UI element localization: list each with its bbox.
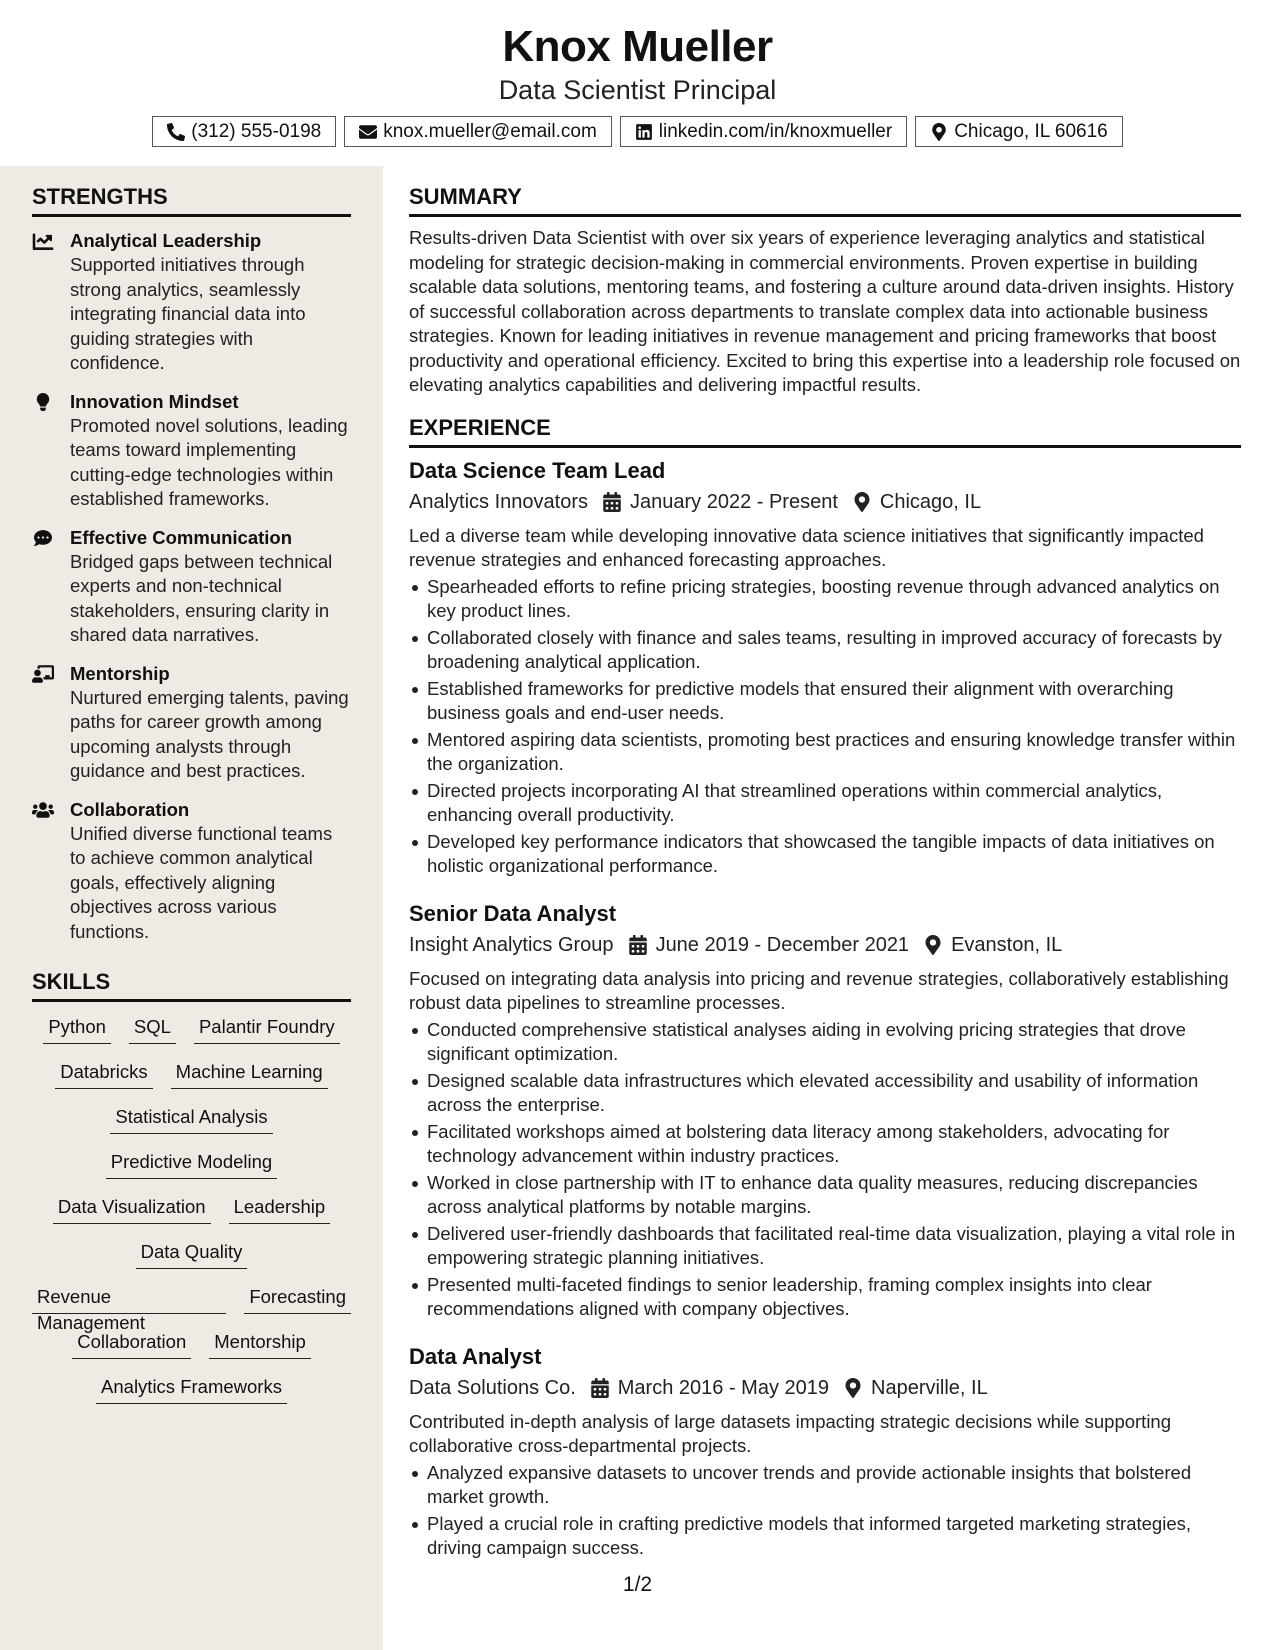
job-bullet: Conducted comprehensive statistical analyses aiding in evolving pricing strategies that drove significant optimization. xyxy=(409,1018,1241,1067)
skill-row xyxy=(32,1149,351,1194)
skill-row xyxy=(32,1239,351,1284)
job-bullet: Collaborated closely with finance and sales teams, resulting in improved accuracy of forecasts by broadening analytical application. xyxy=(409,626,1241,675)
company-name: Data Solutions Co. xyxy=(409,1376,576,1399)
location-text: Chicago, IL 60616 xyxy=(954,120,1108,142)
strength-item xyxy=(32,662,351,784)
strength-desc: Supported initiatives through strong analytics, seamlessly integrating financial data into guiding strategies with confidence. xyxy=(70,254,306,373)
strength-desc: Promoted novel solutions, leading teams toward implementing cutting-edge technologies within established frameworks. xyxy=(70,414,348,509)
experience-heading: EXPERIENCE xyxy=(409,414,1241,448)
job-bullet: Mentored aspiring data scientists, promoting best practices and ensuring knowledge transfer within the organization. xyxy=(409,728,1241,777)
skill-tag: Python xyxy=(43,1014,111,1044)
job-bullet: Worked in close partnership with IT to enhance data quality measures, reducing discrepancies across analytical platforms by notable margins. xyxy=(409,1171,1241,1220)
summary-text: Results-driven Data Scientist with over six years of experience leveraging analytics and statistical modeling for strategic decision-making in commercial environments. Proven expertise in building scalable data solutions, mentoring teams, and fostering a culture around data-driven insights. History of successful collaboration across departments to translate complex data into actionable business strategies. Known for leading initiatives in revenue management and pricing frameworks that boost productivity and operational efficiency. Excited to bring this expertise into a leadership role focused on elevating analytics capabilities and delivering impactful results. xyxy=(409,227,1241,395)
jobs-list xyxy=(409,456,1241,1561)
linkedin-icon xyxy=(635,123,653,141)
strengths-heading: STRENGTHS xyxy=(32,183,351,217)
skill-tag: Collaboration xyxy=(72,1329,191,1359)
job-bullet: Developed key performance indicators that showcased the tangible impacts of data initiatives on holistic organizational performance. xyxy=(409,830,1241,879)
job-title: Data Science Team Lead xyxy=(409,457,666,483)
map-pin-icon xyxy=(829,1378,871,1398)
phone-icon xyxy=(167,123,185,141)
job-description: Led a diverse team while developing innovative data science initiatives that significantly impacted revenue strategies and enhanced forecasting approaches. xyxy=(409,524,1204,570)
skill-row xyxy=(32,1059,351,1104)
job-bullet: Designed scalable data infrastructures which elevated accessibility and usability of information across the enterprise. xyxy=(409,1069,1241,1118)
lightbulb-icon xyxy=(32,390,70,512)
skill-tag: Data Visualization xyxy=(53,1194,211,1224)
skill-row xyxy=(32,1329,351,1374)
resume-header xyxy=(0,0,1275,166)
skill-tag: Analytics Frameworks xyxy=(96,1374,287,1404)
map-pin-icon xyxy=(930,123,948,141)
skill-tag: Forecasting xyxy=(244,1284,351,1314)
skill-row xyxy=(32,1374,351,1419)
skill-tag: Revenue Management xyxy=(32,1284,226,1314)
comment-dots-icon xyxy=(32,526,70,648)
strengths-list xyxy=(32,229,351,944)
job-title: Senior Data Analyst xyxy=(409,900,617,926)
job-title: Data Analyst xyxy=(409,1343,542,1369)
skill-tag: Databricks xyxy=(55,1059,152,1089)
strength-title: Analytical Leadership xyxy=(70,230,262,251)
skill-tag: Mentorship xyxy=(209,1329,311,1359)
job-dates: June 2019 - December 2021 xyxy=(655,933,910,956)
skill-row xyxy=(32,1104,351,1149)
strength-title: Mentorship xyxy=(70,662,170,684)
strength-desc: Nurtured emerging talents, paving paths for career growth among upcoming analysts through guidance and best practices. xyxy=(70,686,349,781)
chalkboard-teacher-icon xyxy=(32,662,70,784)
contact-linkedin[interactable] xyxy=(620,116,907,147)
job-dates: January 2022 - Present xyxy=(629,490,838,513)
job-dates: March 2016 - May 2019 xyxy=(617,1376,829,1399)
contact-email[interactable] xyxy=(344,116,612,147)
job-bullets xyxy=(409,575,1241,879)
job-bullet: Established frameworks for predictive models that ensured their alignment with overarching business goals and end-user needs. xyxy=(409,677,1241,726)
chart-line-icon xyxy=(32,229,70,376)
job-bullets xyxy=(409,1018,1241,1322)
job-entry xyxy=(409,456,1241,879)
job-bullet: Analyzed expansive datasets to uncover trends and provide actionable insights that bolstered market growth. xyxy=(409,1461,1241,1510)
linkedin-text: linkedin.com/in/knoxmueller xyxy=(658,120,893,142)
job-bullets xyxy=(409,1461,1241,1561)
skill-tag: Leadership xyxy=(229,1194,331,1224)
job-meta xyxy=(409,1373,1241,1403)
job-bullet: Played a crucial role in crafting predictive models that informed targeted marketing strategies, driving campaign success. xyxy=(409,1512,1241,1561)
strength-item xyxy=(32,229,351,376)
map-pin-icon xyxy=(838,492,880,512)
job-bullet: Presented multi-faceted findings to senior leadership, framing complex insights into clear recommendations aligned with company objectives. xyxy=(409,1273,1241,1322)
candidate-name: Knox Mueller xyxy=(502,22,773,71)
summary-heading: SUMMARY xyxy=(409,183,1241,217)
company-name: Insight Analytics Group xyxy=(409,933,614,956)
main-column xyxy=(409,166,1241,1561)
strength-item xyxy=(32,390,351,512)
map-pin-icon xyxy=(909,935,951,955)
phone-text: (312) 555-0198 xyxy=(191,120,322,142)
skill-tag: Statistical Analysis xyxy=(110,1104,272,1134)
job-entry xyxy=(409,899,1241,1322)
sidebar xyxy=(0,166,383,1650)
job-entry xyxy=(409,1342,1241,1561)
skills-heading: SKILLS xyxy=(32,968,351,1002)
skill-tag: Data Quality xyxy=(136,1239,248,1269)
contact-location xyxy=(915,116,1123,147)
envelope-icon xyxy=(359,123,377,141)
calendar-icon xyxy=(576,1378,618,1398)
candidate-title: Data Scientist Principal xyxy=(498,75,777,105)
page-number: 1/2 xyxy=(622,1573,653,1596)
email-text: knox.mueller@email.com xyxy=(383,120,597,142)
job-meta xyxy=(409,930,1241,960)
skill-tag: Palantir Foundry xyxy=(194,1014,340,1044)
skill-tag: Predictive Modeling xyxy=(106,1149,277,1179)
job-bullet: Delivered user-friendly dashboards that facilitated real-time data visualization, playing a vital role in empowering strategic planning initiatives. xyxy=(409,1222,1241,1271)
job-meta xyxy=(409,487,1241,517)
calendar-icon xyxy=(588,492,630,512)
job-bullet: Directed projects incorporating AI that streamlined operations within commercial analytics, enhancing overall productivity. xyxy=(409,779,1241,828)
skills-list xyxy=(32,1014,351,1419)
job-description: Focused on integrating data analysis into pricing and revenue strategies, collaboratively establishing robust data pipelines to streamline processes. xyxy=(409,967,1229,1013)
skill-tag: Machine Learning xyxy=(171,1059,328,1089)
skill-row xyxy=(32,1284,351,1333)
users-icon xyxy=(32,798,70,945)
contact-bar xyxy=(0,116,1275,147)
strength-title: Effective Communication xyxy=(70,526,293,548)
job-bullet: Facilitated workshops aimed at bolstering data literacy among stakeholders, advocating for technology advancement within industry practices. xyxy=(409,1120,1241,1169)
strength-desc: Bridged gaps between technical experts and non-technical stakeholders, ensuring clarity in shared data narratives. xyxy=(70,550,333,645)
skill-row xyxy=(32,1014,351,1059)
job-description: Contributed in-depth analysis of large datasets impacting strategic decisions while supporting collaborative cross-departmental projects. xyxy=(409,1410,1172,1456)
job-location: Evanston, IL xyxy=(951,933,1063,956)
calendar-icon xyxy=(614,935,656,955)
skill-tag: SQL xyxy=(129,1014,176,1044)
contact-phone xyxy=(152,116,336,147)
strength-title: Innovation Mindset xyxy=(70,390,239,412)
job-bullet: Spearheaded efforts to refine pricing strategies, boosting revenue through advanced analytics on key product lines. xyxy=(409,575,1241,624)
strength-title: Collaboration xyxy=(70,798,190,820)
job-location: Naperville, IL xyxy=(871,1376,988,1399)
strength-desc: Unified diverse functional teams to achieve common analytical goals, effectively aligning objectives across various functions. xyxy=(70,822,333,942)
strength-item xyxy=(32,526,351,648)
company-name: Analytics Innovators xyxy=(409,490,588,513)
job-location: Chicago, IL xyxy=(879,490,982,513)
skill-row xyxy=(32,1194,351,1239)
strength-item xyxy=(32,798,351,945)
